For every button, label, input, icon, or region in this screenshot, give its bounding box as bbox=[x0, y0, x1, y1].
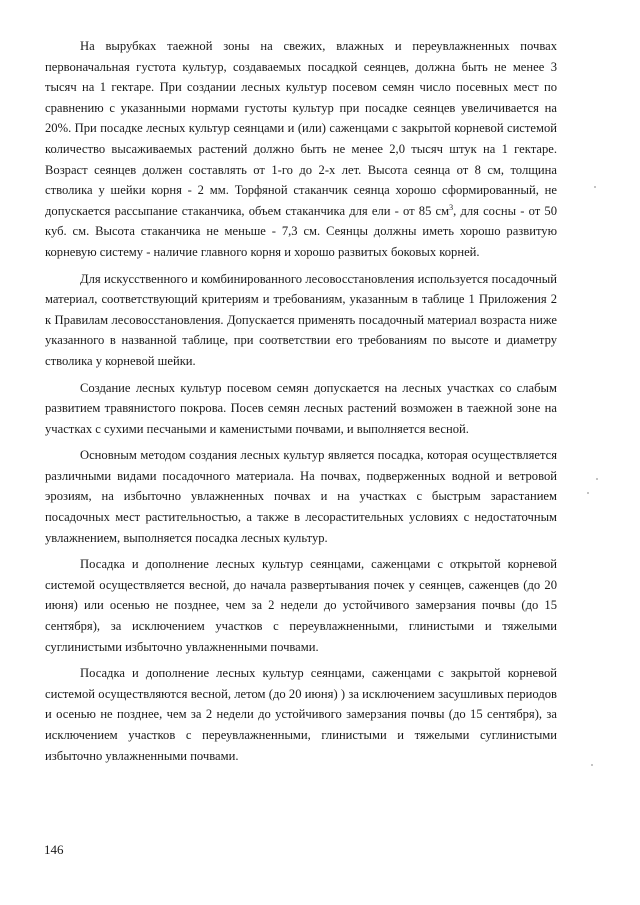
paragraph-6: Посадка и дополнение лесных культур сеянцами, саженцами с закрытой корневой системой осуществляются весной, летом (до 20 июня) ) за исключением засушливых периодов и осенью не позднее, чем за 2 недели до устойчивого замерзания почвы (до 15 сентября), за исключением участков с переувлажненными, глинистыми и тяжелыми суглинистыми избыточно увлажненными почвами. bbox=[45, 666, 557, 763]
document-body bbox=[45, 36, 557, 766]
scan-speck bbox=[591, 764, 593, 766]
paragraph-1-text: На вырубках таежной зоны на свежих, влажных и переувлажненных почвах первоначальная густота культур, создаваемых посадкой сеянцев, должна быть не менее 3 тысяч на 1 гектаре. При создании лесных культур посевом семян число посевных мест по сравнению с указанными нормами густоты культур при посадке сеянцев увеличивается на 20%. При посадке лесных культур сеянцами и (или) саженцами с закрытой корневой системой количество высаживаемых растений должно быть не менее 2,0 тысяч штук на 1 гектаре. Возраст сеянцев должен составлять от 1-го до 2-х лет. Высота сеянца от 8 см, толщина стволика у шейки корня - 2 мм. Торфяной стаканчик сеянца хорошо сформированный, не допускается рассыпание стаканчика, объем стаканчика для ели - от 85 см bbox=[45, 39, 557, 218]
paragraph-5: Посадка и дополнение лесных культур сеянцами, саженцами с открытой корневой системой осуществляется весной, до начала развертывания почек у сеянцев, саженцев (до 20 июня) или осенью не позднее, чем за 2 недели до устойчивого замерзания почвы (до 15 сентября), за исключением участков с переувлажненными, глинистыми и тяжелыми суглинистыми избыточно увлажненными почвами. bbox=[45, 557, 557, 654]
paragraph-4: Основным методом создания лесных культур является посадка, которая осуществляется различными видами посадочного материала. На почвах, подверженных водной и ветровой эрозиям, на избыточно увлажненных почвах и на участках с быстрым зарастанием посадочных мест растительностью, а также в лесорастительных условиях с недостаточным увлажнением, выполняется посадка лесных культур. bbox=[45, 448, 557, 545]
page-number: 146 bbox=[44, 842, 64, 857]
cubic-superscript: 3 bbox=[449, 202, 454, 212]
paragraph-1 bbox=[45, 36, 557, 263]
scan-speck bbox=[594, 186, 596, 188]
paragraph-2: Для искусственного и комбинированного лесовосстановления используется посадочный материал, соответствующий критериям и требованиям, указанным в таблице 1 Приложения 2 к Правилам лесовосстановления. Допускается применять посадочный материал возраста ниже указанного в названной таблице, при соответствии его требованиям по высоте и диаметру стволика у корневой шейки. bbox=[45, 271, 557, 368]
scan-speck bbox=[587, 492, 589, 494]
paragraph-3: Создание лесных культур посевом семян допускается на лесных участках со слабым развитием травянистого покрова. Посев семян лесных растений возможен в таежной зоне на участках с сухими песчаными и каменистыми почвами, и выполняется весной. bbox=[45, 380, 557, 436]
paragraph-1-tail: , для сосны - от 50 куб. см. Высота стаканчика не меньше - 7,3 см. Сеянцы должны иметь хорошо развитую корневую систему - наличие главного корня и хорошо развитых боковых корней. bbox=[45, 203, 557, 259]
scan-speck bbox=[596, 478, 598, 480]
